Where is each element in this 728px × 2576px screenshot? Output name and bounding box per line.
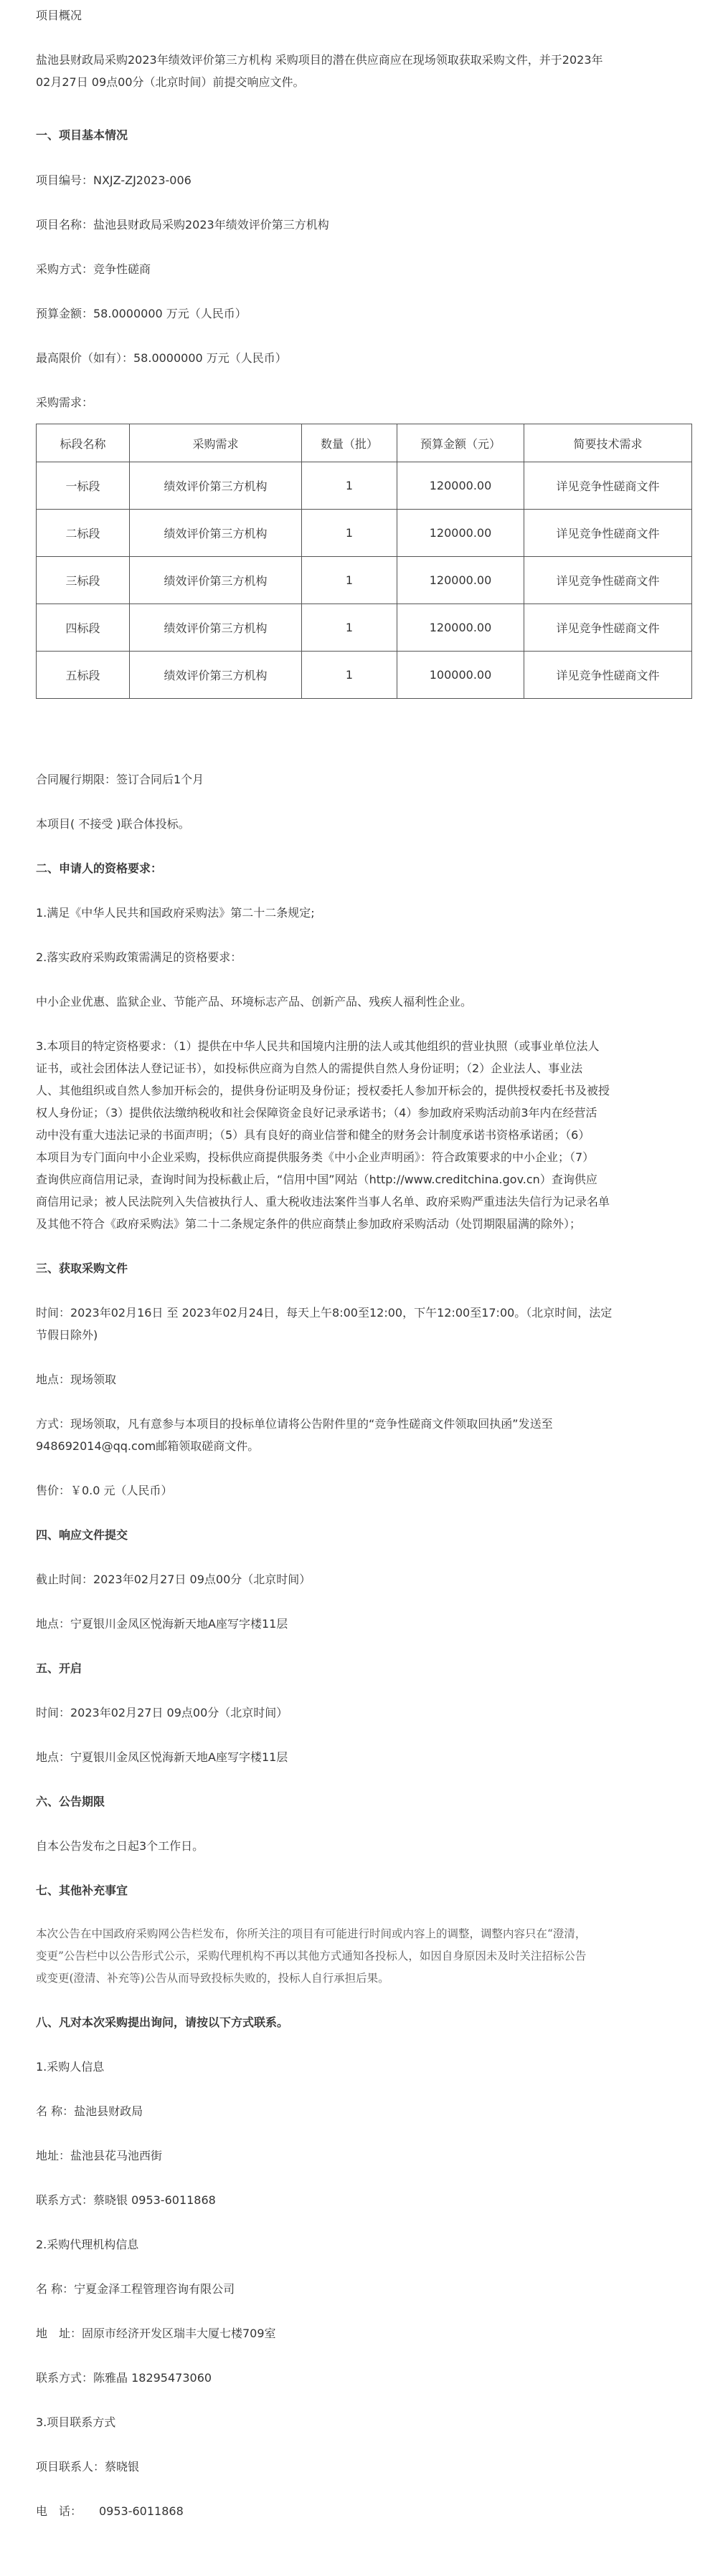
project-contact-phone: 电 话： 0953-6011868	[36, 2504, 184, 2518]
budget-cell: 120000.00	[397, 510, 524, 557]
opening-time: 时间：2023年02月27日 09点00分（北京时间）	[36, 1706, 288, 1719]
supplement-line-3: 或变更(澄清、补充等)公告从而导致投标失败的，投标人自行承担后果。	[36, 1972, 389, 1985]
section-8-title: 八、凡对本次采购提出询问，请按以下方式联系。	[36, 2016, 289, 2029]
buyer-name: 名 称：盐池县财政局	[36, 2104, 143, 2118]
obtain-time-line-1: 时间：2023年02月16日 至 2023年02月24日，每天上午8:00至12:00，下午12:00至17:00。（北京时间，法定	[36, 1306, 613, 1320]
max-price: 最高限价（如有）：58.0000000 万元（人民币）	[36, 351, 287, 365]
overview-line-1: 盐池县财政局采购2023年绩效评价第三方机构 采购项目的潜在供应商应在现场领取获取采购文件，并于2023年	[36, 53, 603, 67]
obtain-time-line-2: 节假日除外)	[36, 1328, 98, 1342]
supplement-line-2: 变更”公告栏中以公告形式公示，采购代理机构不再以其他方式通知各投标人，如因自身原因未及时关注招标公告	[36, 1950, 587, 1962]
qualification-item-3-line: 及其他不符合《政府采购法》第二十二条规定条件的供应商禁止参加政府采购活动（处罚期限届满的除外）；	[36, 1217, 582, 1231]
contract-period: 合同履行期限：签订合同后1个月	[36, 773, 204, 786]
submission-place: 地点：宁夏银川金凤区悦海新天地A座写字楼11层	[36, 1617, 288, 1631]
header-requirement: 采购需求	[130, 424, 302, 462]
overview-line-2: 02月27日 09点00分（北京时间）前提交响应文件。	[36, 75, 305, 89]
overview-title: 项目概况	[36, 9, 82, 22]
joint-bid: 本项目( 不接受 )联合体投标。	[36, 817, 190, 831]
lot-name-cell: 三标段	[37, 557, 130, 604]
submission-deadline: 截止时间：2023年02月27日 09点00分（北京时间）	[36, 1573, 311, 1586]
procurement-method: 采购方式：竞争性磋商	[36, 262, 151, 276]
qualification-item-3-line: 人、其他组织或自然人参加开标会的，提供身份证明及身份证；授权委托人参加开标会的，提供授权委托书及被授	[36, 1084, 610, 1097]
table-row	[37, 557, 692, 604]
qualification-item-3-line: 动中没有重大违法记录的书面声明；（5）具有良好的商业信誉和健全的财务会计制度承诺书资格承诺函；（6）	[36, 1128, 590, 1142]
requirement-cell: 绩效评价第三方机构	[130, 652, 302, 699]
project-name: 项目名称：盐池县财政局采购2023年绩效评价第三方机构	[36, 218, 329, 232]
buyer-address: 地址：盐池县花马池西街	[36, 2149, 163, 2162]
header-quantity: 数量（批）	[302, 424, 397, 462]
lot-name-cell: 五标段	[37, 652, 130, 699]
tech-requirement-cell: 详见竞争性磋商文件	[524, 510, 692, 557]
requirements-label: 采购需求：	[36, 396, 94, 409]
qualification-item-3-line: 3.本项目的特定资格要求：（1）提供在中华人民共和国境内注册的法人或其他组织的营业执照（或事业单位法人	[36, 1039, 600, 1053]
obtain-method-line-1: 方式：现场领取，凡有意参与本项目的投标单位请将公告附件里的“竞争性磋商文件领取回执函”发送至	[36, 1417, 553, 1431]
obtain-place: 地点：现场领取	[36, 1373, 117, 1386]
agent-info-title: 2.采购代理机构信息	[36, 2238, 139, 2251]
budget-cell: 120000.00	[397, 604, 524, 652]
quantity-cell: 1	[302, 510, 397, 557]
document-price: 售价：￥0.0 元（人民币）	[36, 1484, 173, 1497]
quantity-cell: 1	[302, 652, 397, 699]
tech-requirement-cell: 详见竞争性磋商文件	[524, 604, 692, 652]
obtain-method-line-2: 948692014@qq.com邮箱领取磋商文件。	[36, 1439, 260, 1453]
requirement-cell: 绩效评价第三方机构	[130, 557, 302, 604]
budget-cell: 120000.00	[397, 462, 524, 510]
qualification-item-1: 1.满足《中华人民共和国政府采购法》第二十二条规定;	[36, 906, 315, 920]
section-5-title: 五、开启	[36, 1661, 82, 1675]
lot-name-cell: 一标段	[37, 462, 130, 510]
buyer-contact: 联系方式：蔡晓银 0953-6011868	[36, 2193, 216, 2207]
table-header-row	[37, 424, 692, 462]
lot-name-cell: 二标段	[37, 510, 130, 557]
qualification-item-3-line: 商信用记录；被人民法院列入失信被执行人、重大税收违法案件当事人名单、政府采购严重违法失信行为记录名单	[36, 1195, 610, 1208]
tech-requirement-cell: 详见竞争性磋商文件	[524, 557, 692, 604]
table-row	[37, 462, 692, 510]
requirement-cell: 绩效评价第三方机构	[130, 510, 302, 557]
qualification-item-3-line: 查询供应商信用记录，查询时间为投标截止后，“信用中国”网站（http://www.creditchina.gov.cn）查询供应	[36, 1173, 597, 1186]
project-contact-title: 3.项目联系方式	[36, 2415, 116, 2429]
quantity-cell: 1	[302, 604, 397, 652]
header-tech-requirement: 简要技术需求	[524, 424, 692, 462]
agent-contact: 联系方式：陈雅晶 18295473060	[36, 2371, 212, 2385]
qualification-item-3-line: 本项目为专门面向中小企业采购，投标供应商提供服务类《中小企业声明函》：符合政策要求的中小企业；（7）	[36, 1150, 595, 1164]
section-2-title: 二、申请人的资格要求：	[36, 862, 163, 875]
section-7-title: 七、其他补充事宜	[36, 1884, 128, 1897]
header-lot-name: 标段名称	[37, 424, 130, 462]
header-budget: 预算金额（元）	[397, 424, 524, 462]
tech-requirement-cell: 详见竞争性磋商文件	[524, 652, 692, 699]
budget-amount: 预算金额：58.0000000 万元（人民币）	[36, 307, 247, 320]
lot-name-cell: 四标段	[37, 604, 130, 652]
tech-requirement-cell: 详见竞争性磋商文件	[524, 462, 692, 510]
policy-list: 中小企业优惠、监狱企业、节能产品、环境标志产品、创新产品、残疾人福利性企业。	[36, 995, 473, 1008]
section-6-title: 六、公告期限	[36, 1795, 105, 1808]
agent-address: 地 址：固原市经济开发区瑞丰大厦七楼709室	[36, 2327, 276, 2340]
section-4-title: 四、响应文件提交	[36, 1528, 128, 1542]
requirements-table	[36, 424, 692, 699]
qualification-item-3-line: 证书，或社会团体法人登记证书），如投标供应商为自然人的需提供自然人身份证明；（2）企业法人、事业法	[36, 1062, 583, 1075]
budget-cell: 120000.00	[397, 557, 524, 604]
table-row	[37, 652, 692, 699]
section-1-title: 一、项目基本情况	[36, 128, 128, 142]
quantity-cell: 1	[302, 557, 397, 604]
table-row	[37, 510, 692, 557]
opening-place: 地点：宁夏银川金凤区悦海新天地A座写字楼11层	[36, 1750, 288, 1764]
supplement-line-1: 本次公告在中国政府采购网公告栏发布，你所关注的项目有可能进行时间或内容上的调整，调整内容只在“澄清，	[36, 1927, 587, 1940]
agent-name: 名 称：宁夏金泽工程管理咨询有限公司	[36, 2282, 235, 2296]
buyer-info-title: 1.采购人信息	[36, 2060, 105, 2074]
table-row	[37, 604, 692, 652]
budget-cell: 100000.00	[397, 652, 524, 699]
qualification-item-2: 2.落实政府采购政策需满足的资格要求：	[36, 950, 242, 964]
project-number: 项目编号：NXJZ-ZJ2023-006	[36, 173, 192, 187]
requirement-cell: 绩效评价第三方机构	[130, 604, 302, 652]
quantity-cell: 1	[302, 462, 397, 510]
project-contact-person: 项目联系人：蔡晓银	[36, 2460, 140, 2474]
requirement-cell: 绩效评价第三方机构	[130, 462, 302, 510]
qualification-item-3-line: 权人身份证；（3）提供依法缴纳税收和社会保障资金良好记录承诺书；（4）参加政府采购活动前3年内在经营活	[36, 1106, 597, 1120]
section-3-title: 三、获取采购文件	[36, 1261, 128, 1275]
announcement-period: 自本公告发布之日起3个工作日。	[36, 1839, 204, 1853]
